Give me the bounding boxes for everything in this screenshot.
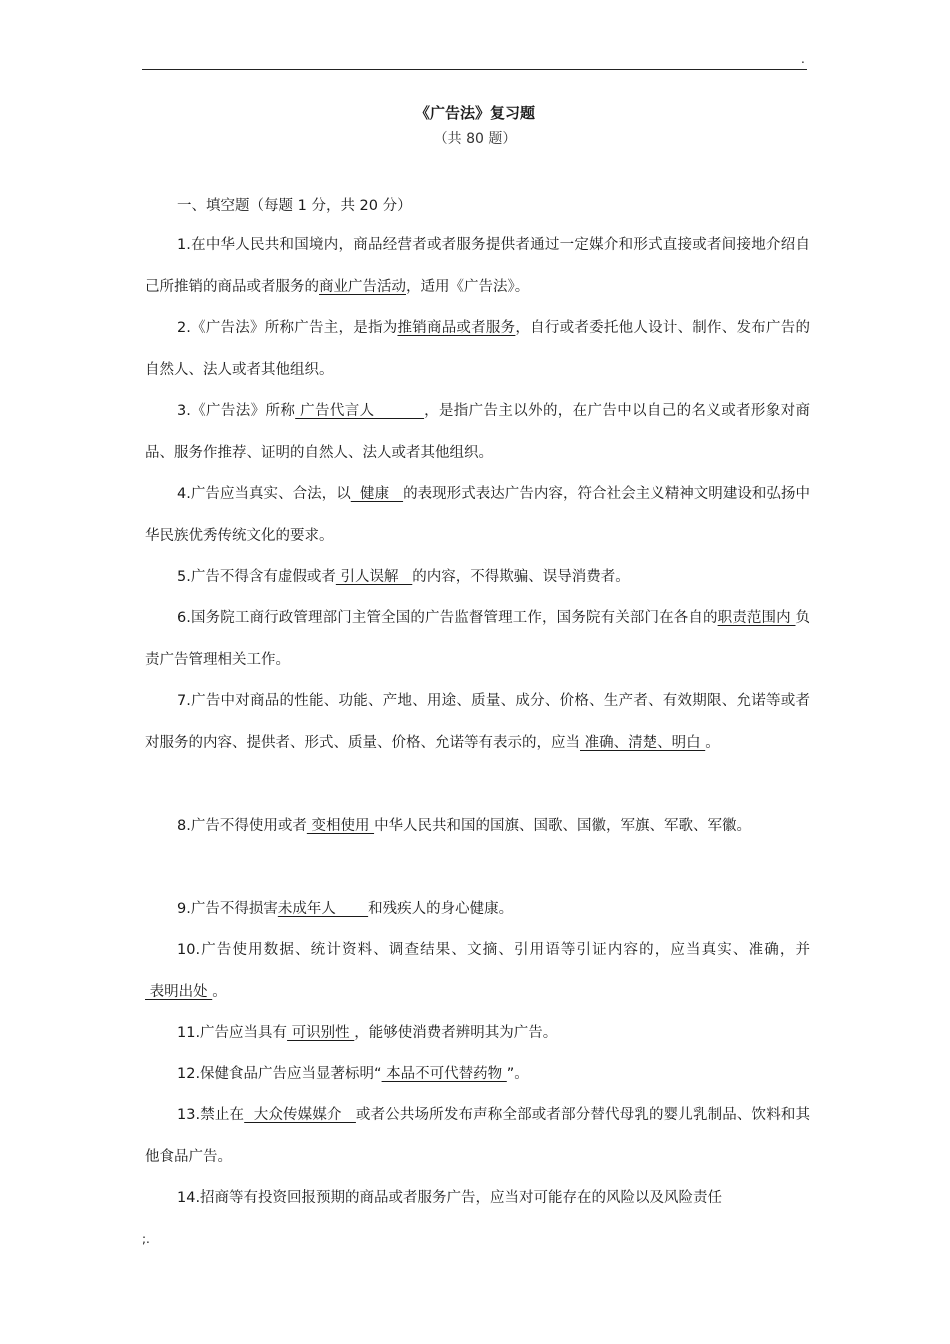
- question-6: 6.国务院工商行政管理部门主管全国的广告监督管理工作，国务院有关部门在各自的职责范围内 负责广告管理相关工作。: [145, 610, 810, 668]
- question-12: 12.保健食品广告应当显著标明“ 本品不可代替药物 ”。: [177, 1066, 529, 1082]
- question-1: 1.在中华人民共和国境内，商品经营者或者服务提供者通过一定媒介和形式直接或者间接地介绍自己所推销的商品或者服务的商业广告活动，适用《广告法》。: [145, 237, 810, 295]
- document-subtitle: （共 80 题）: [433, 131, 517, 147]
- question-14: 14.招商等有投资回报预期的商品或者服务广告，应当对可能存在的风险以及风险责任: [177, 1190, 723, 1206]
- answer-5: 引人误解: [335, 569, 413, 585]
- answer-2: 推销商品或者服务: [397, 320, 516, 336]
- answer-11: 可识别性: [287, 1025, 355, 1041]
- answer-10: 表明出处: [145, 983, 213, 1000]
- question-13: 13.禁止在 大众传媒媒介 或者公共场所发布声称全部或者部分替代母乳的婴儿乳制品、饮料和其他食品广告。: [145, 1107, 811, 1165]
- answer-7: 准确、清楚、明白: [580, 734, 706, 751]
- answer-4: 健康: [350, 486, 404, 502]
- header-mark: .: [801, 52, 805, 66]
- question-5: 5.广告不得含有虚假或者 引人误解 的内容，不得欺骗、误导消费者。: [177, 569, 630, 585]
- document-title: 《广告法》复习题: [414, 104, 535, 122]
- answer-1: 商业广告活动: [319, 278, 406, 295]
- question-2: 2.《广告法》所称广告主，是指为推销商品或者服务，自行或者委托他人设计、制作、发布广告的自然人、法人或者其他组织。: [145, 320, 810, 378]
- answer-12: 本品不可代替药物: [381, 1066, 507, 1082]
- question-4: 4.广告应当真实、合法，以 健康 的表现形式表达广告内容，符合社会主义精神文明建设和弘扬中华民族优秀传统文化的要求。: [145, 486, 811, 544]
- header-rule: [142, 69, 807, 70]
- footer-mark: ;.: [142, 1232, 150, 1246]
- section-heading: 一、填空题（每题 1 分，共 20 分）: [177, 198, 412, 214]
- question-3: 3.《广告法》所称 广告代言人 ，是指广告主以外的，在广告中以自己的名义或者形象对商品、服务作推荐、证明的自然人、法人或者其他组织。: [145, 403, 810, 461]
- answer-3: 广告代言人: [295, 403, 425, 419]
- answer-6: 职责范围内: [717, 610, 796, 626]
- answer-9: 未成年人: [277, 901, 369, 917]
- answer-8: 变相使用: [306, 818, 375, 834]
- answer-13: 大众传媒媒介: [244, 1107, 356, 1123]
- question-10: 10.广告使用数据、统计资料、调查结果、文摘、引用语等引证内容的，应当真实、准确，并 表明出处 。: [145, 942, 810, 1000]
- question-7: 7.广告中对商品的性能、功能、产地、用途、质量、成分、价格、生产者、有效期限、允诺等或者对服务的内容、提供者、形式、质量、价格、允诺等有表示的，应当 准确、清楚、明白 。: [145, 693, 810, 751]
- question-11: 11.广告应当具有 可识别性 ，能够使消费者辨明其为广告。: [177, 1025, 558, 1041]
- question-9: 9.广告不得损害未成年人 和残疾人的身心健康。: [177, 901, 514, 917]
- question-8: 8.广告不得使用或者 变相使用 中华人民共和国的国旗、国歌、国徽，军旗、军歌、军徽。: [177, 818, 752, 834]
